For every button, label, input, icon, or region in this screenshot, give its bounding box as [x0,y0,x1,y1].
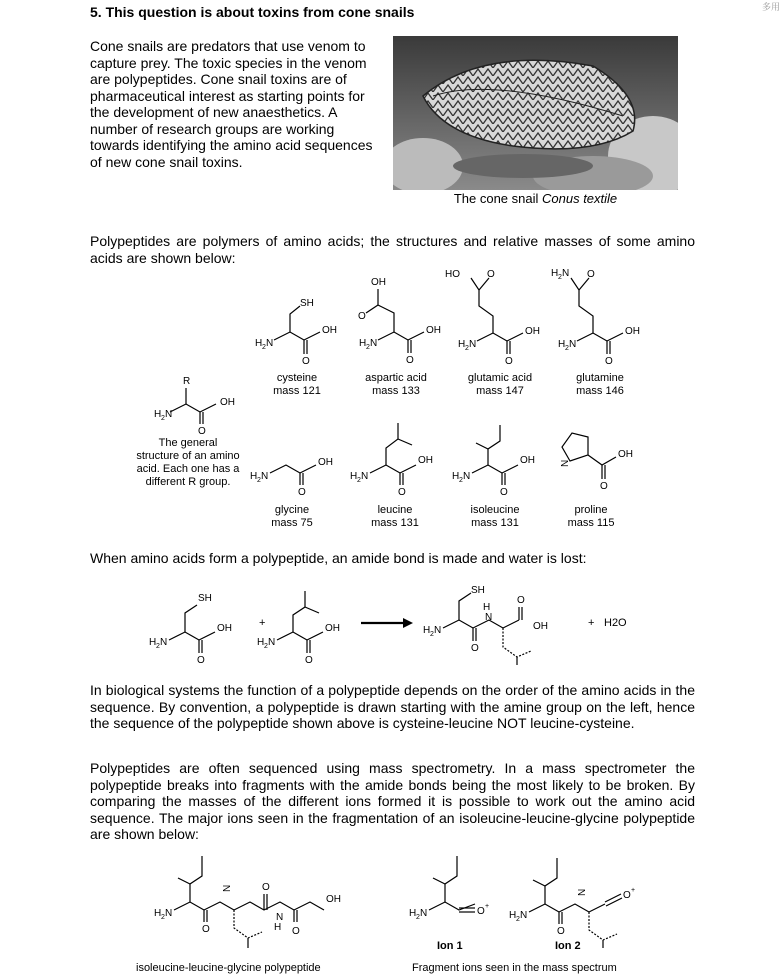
svg-text:OH: OH [325,623,340,634]
plus-sign-2: + [588,617,595,629]
svg-text:H: H [483,602,491,613]
ion-1-molecule [405,848,515,928]
general-structure-label: The general structure of an amino acid. Each one has a different R group. [136,437,240,488]
svg-text:2: 2 [161,415,165,422]
svg-text:H: H [257,637,265,648]
svg-text:SH: SH [198,593,212,604]
isoleucine-label [462,504,528,530]
svg-text:H: H [551,268,559,279]
svg-text:OH: OH [217,623,232,634]
amino-acid-mass: mass 75 [271,517,313,529]
amino-acid-mass: mass 147 [476,385,524,397]
svg-text:H: H [154,908,162,919]
svg-text:O: O [557,926,565,937]
svg-text:HO: HO [445,269,460,280]
svg-text:N: N [420,908,428,919]
svg-text:OH: OH [326,894,341,905]
amino-acid-name: glutamine [576,372,624,384]
svg-text:N: N [560,459,571,467]
svg-text:N: N [361,471,369,482]
svg-text:O: O [305,655,313,666]
glutamine-label [562,372,638,398]
svg-text:O: O [302,356,310,367]
svg-text:2: 2 [465,345,469,352]
svg-text:H: H [149,637,157,648]
svg-text:O: O [587,269,595,280]
svg-text:O: O [197,655,205,666]
amino-acid-mass: mass 121 [273,385,321,397]
svg-text:N: N [160,637,168,648]
corner-watermark: 多用 [761,2,780,12]
ion-2-molecule [505,848,655,948]
ion-2-label: Ion 2 [555,940,581,952]
svg-text:O: O [623,890,631,901]
svg-text:H: H [350,471,358,482]
svg-text:O: O [471,643,479,654]
svg-text:2: 2 [357,477,361,484]
amino-acid-mass: mass 131 [471,517,519,529]
cone-snail-photo [393,36,678,190]
amino-acid-name: isoleucine [470,504,520,516]
tripeptide-label: isoleucine-leucine-glycine polypeptide [136,962,321,974]
svg-text:H: H [452,471,460,482]
svg-text:O: O [262,882,270,893]
amino-acid-mass: mass 133 [372,385,420,397]
svg-text:H: H [359,338,367,349]
svg-text:OH: OH [220,397,235,408]
amino-acid-name: cysteine [276,372,318,384]
aspartic-acid-molecule [356,275,451,365]
svg-text:H: H [274,922,282,933]
svg-text:OH: OH [371,277,386,288]
ion-1-label: Ion 1 [437,940,463,952]
svg-text:H: H [255,338,263,349]
svg-text:O: O [406,355,414,366]
svg-text:O: O [292,926,300,937]
question-title: 5. This question is about toxins from cone snails [90,4,415,20]
svg-text:2: 2 [416,914,420,921]
svg-text:SH: SH [471,585,485,596]
svg-text:OH: OH [525,326,540,337]
leucine-label [362,504,428,530]
glutamic-acid-molecule [445,264,555,367]
svg-text:O: O [298,487,306,498]
glutamic-acid-label [460,372,540,398]
amino-acid-name: aspartic acid [365,372,427,384]
svg-text:OH: OH [418,455,433,466]
amino-acid-name: glycine [274,504,310,516]
svg-text:OH: OH [533,621,548,632]
svg-text:SH: SH [300,298,314,309]
svg-text:N: N [370,338,378,349]
amino-acid-mass: mass 146 [576,385,624,397]
svg-text:2: 2 [430,631,434,638]
svg-text:2: 2 [565,345,569,352]
svg-text:H: H [423,625,431,636]
general-structure-molecule [148,372,248,437]
svg-text:H: H [458,339,466,350]
svg-text:N: N [165,908,173,919]
svg-text:2: 2 [459,477,463,484]
svg-text:O: O [500,487,508,498]
plus-sign-1: + [259,617,266,629]
svg-text:N: N [434,625,442,636]
leucine-molecule [348,415,443,498]
svg-text:H: H [509,910,517,921]
svg-text:O: O [358,311,366,322]
svg-text:N: N [577,888,588,896]
svg-text:R: R [183,376,191,387]
svg-text:O: O [198,426,206,437]
svg-text:O: O [605,356,613,367]
svg-text:H: H [558,339,566,350]
svg-text:2: 2 [161,914,165,921]
svg-text:N: N [562,268,570,279]
svg-text:N: N [222,884,233,892]
photo-caption [393,191,678,206]
amino-acid-name: proline [574,504,608,516]
intro-paragraph: Cone snails are predators that use venom to capture prey. The toxic species in the venom are polypeptides. Cone snail toxins are of pharmaceutical interest as starting points for the development of new anaesthetics. A number of research groups are working towards identifying the amino acid sequences of new cone snail toxins. [90,38,373,170]
svg-text:2: 2 [264,643,268,650]
svg-text:O: O [517,595,525,606]
svg-text:+: + [631,887,636,894]
proline-label [558,504,624,530]
svg-text:OH: OH [625,326,640,337]
svg-text:2: 2 [156,643,160,650]
amino-acid-mass: mass 131 [371,517,419,529]
tripeptide-molecule [150,842,360,952]
svg-text:N: N [485,612,493,623]
aspartic-acid-label [355,372,437,398]
glycine-label [262,504,322,530]
cysteine-label [262,372,332,398]
svg-text:N: N [520,910,528,921]
caption-text: The cone snail [453,191,542,206]
svg-text:OH: OH [618,449,633,460]
amino-acid-name: leucine [377,504,413,516]
svg-text:OH: OH [322,325,337,336]
svg-text:H: H [409,908,417,919]
svg-text:H: H [154,409,162,420]
glutamine-molecule [551,264,655,367]
svg-text:2: 2 [257,477,261,484]
svg-text:OH: OH [426,325,441,336]
amino-acid-mass: mass 115 [567,517,615,529]
svg-text:N: N [276,912,284,923]
fragment-ions-label: Fragment ions seen in the mass spectrum [412,962,617,974]
svg-text:2: 2 [558,274,562,281]
caption-species: Conus textile [542,191,618,206]
svg-text:N: N [266,338,274,349]
svg-text:O: O [487,269,495,280]
svg-text:N: N [463,471,471,482]
svg-text:2: 2 [262,344,266,351]
svg-text:N: N [569,339,577,350]
proline-molecule [550,425,650,495]
svg-text:O: O [600,481,608,492]
water-formula: H2O [604,617,627,629]
svg-text:O: O [202,924,210,935]
svg-text:2: 2 [366,344,370,351]
amide-reaction-scheme [145,585,645,670]
svg-text:N: N [469,339,477,350]
svg-text:OH: OH [520,455,535,466]
svg-text:N: N [268,637,276,648]
mass-spec-paragraph: Polypeptides are often sequenced using mass spectrometry. In a mass spectrometer the polypeptide breaks into fragments with the amide bonds being the most likely to be broken. By comparing the masses of the different ions formed it is possible to work out the amino acid sequence. The major ions seen in the fragmentation of an isoleucine-leucine-glycine polypeptide are shown below: [90,760,695,842]
svg-text:OH: OH [318,457,333,468]
svg-text:H: H [250,471,258,482]
svg-text:O: O [398,487,406,498]
svg-text:N: N [261,471,269,482]
isoleucine-molecule [450,415,545,498]
svg-text:O: O [505,356,513,367]
glycine-molecule [248,445,343,498]
svg-text:+: + [485,903,490,910]
cysteine-molecule [252,294,342,367]
svg-text:N: N [165,409,173,420]
amino-acid-name: glutamic acid [467,372,533,384]
svg-text:2: 2 [516,916,520,923]
svg-text:O: O [477,906,485,917]
function-paragraph: In biological systems the function of a polypeptide depends on the order of the amino acids in the sequence. By convention, a polypeptide is drawn starting with the amine group on the left, hence the sequence of the polypeptide shown above is cysteine-leucine NOT leucine-cysteine. [90,682,695,731]
amide-paragraph: When amino acids form a polypeptide, an amide bond is made and water is lost: [90,550,587,566]
polymers-paragraph: Polypeptides are polymers of amino acids; the structures and relative masses of some amino acids are shown below: [90,233,695,266]
